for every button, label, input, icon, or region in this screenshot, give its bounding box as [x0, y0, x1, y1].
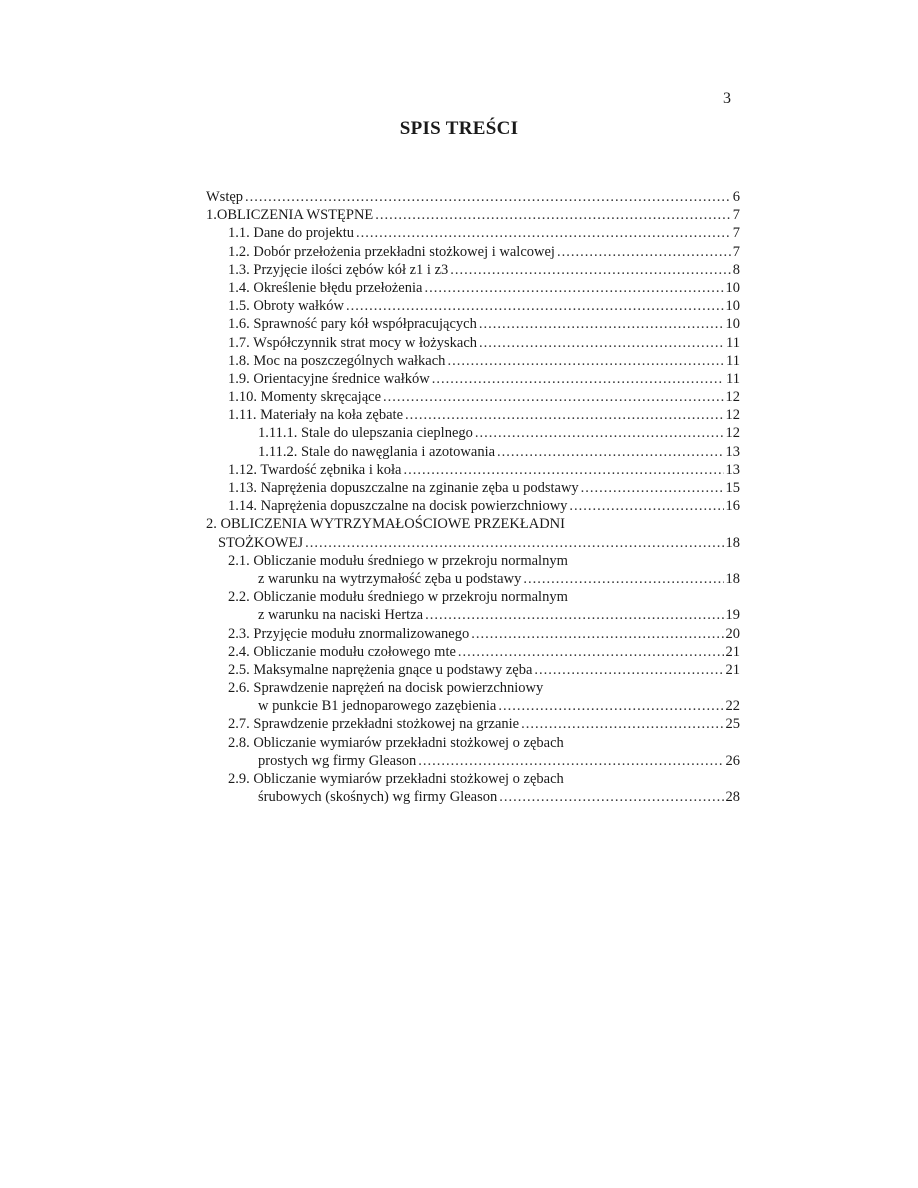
toc-entry: [206, 534, 740, 552]
toc-entry-page: 18: [725, 534, 740, 551]
toc-entry-label: 1.6. Sprawność pary kół współpracujących: [228, 316, 477, 333]
toc-entry-page: 11: [726, 370, 740, 387]
toc-entry-page: 7: [732, 243, 740, 260]
toc-entry-label: 1.4. Określenie błędu przełożenia: [228, 279, 423, 296]
toc-entry: [206, 697, 740, 715]
toc-entry-label: z warunku na naciski Hertza: [258, 607, 424, 624]
toc-entry: [206, 424, 740, 442]
toc-entry-page: 25: [725, 716, 740, 733]
toc-entry-page: 21: [725, 661, 740, 678]
toc-entry-label: STOŻKOWEJ: [218, 534, 304, 551]
toc-entry: [206, 243, 740, 261]
toc-leader: [424, 279, 723, 297]
toc-entry: [206, 370, 740, 388]
toc-entry-page: 10: [725, 316, 740, 333]
toc-entry-page: 18: [725, 570, 740, 587]
toc-entry-label: 1.11. Materiały na koła zębate: [228, 407, 403, 424]
toc-leader: [356, 224, 731, 242]
toc-leader: [479, 334, 724, 352]
toc-leader: [475, 424, 724, 442]
toc-entry-page: 12: [725, 389, 740, 406]
toc-entry-label: 1.12. Twardość zębnika i koła: [228, 461, 402, 478]
toc-entry: [206, 752, 740, 770]
toc-leader: [418, 752, 723, 770]
toc-entry-page: 21: [725, 643, 740, 660]
toc-entry-label: 2.2. Obliczanie modułu średniego w przekroju normalnym: [228, 589, 568, 606]
toc-entry-page: 7: [732, 207, 740, 224]
toc-leader: [346, 297, 724, 315]
toc-entry-label: prostych wg firmy Gleason: [258, 752, 417, 769]
toc-leader: [425, 606, 723, 624]
toc-entry: [206, 334, 740, 352]
toc-entry: [206, 261, 740, 279]
toc-entry-label: 1.11.2. Stale do nawęglania i azotowania: [258, 443, 496, 460]
toc-entry-label: śrubowych (skośnych) wg firmy Gleason: [258, 789, 498, 806]
toc-entry-page: 11: [726, 334, 740, 351]
toc-entry-label: 1.11.1. Stale do ulepszania cieplnego: [258, 425, 473, 442]
toc-entry-page: 19: [725, 607, 740, 624]
toc-entry-page: 8: [732, 261, 740, 278]
toc-leader: [523, 570, 723, 588]
toc-entry: [206, 224, 740, 242]
toc-leader: [458, 643, 724, 661]
toc-entry: [206, 479, 740, 497]
toc-entry-label: 2.4. Obliczanie modułu czołowego mte: [228, 643, 456, 660]
toc-leader: [245, 188, 731, 206]
toc-entry-label: 1.1. Dane do projektu: [228, 225, 355, 242]
toc-entry-label: 2.7. Sprawdzenie przekładni stożkowej na grzanie: [228, 716, 520, 733]
toc-entry: [206, 734, 740, 752]
toc-entry: [206, 188, 740, 206]
toc-leader: [405, 406, 724, 424]
toc-entry-label: 1.8. Moc na poszczególnych wałkach: [228, 352, 446, 369]
toc-entry: [206, 570, 740, 588]
toc-entry-label: 2.3. Przyjęcie modułu znormalizowanego: [228, 625, 470, 642]
toc-entry-page: 12: [725, 407, 740, 424]
toc-leader: [450, 261, 730, 279]
toc-entry: [206, 497, 740, 515]
toc-leader: [403, 461, 723, 479]
toc-entry-page: 15: [725, 480, 740, 496]
toc-leader: [521, 715, 723, 733]
toc-entry: [206, 606, 740, 624]
toc-entry: [206, 461, 740, 479]
toc-leader: [383, 388, 723, 406]
toc-leader: [305, 534, 723, 552]
toc-entry: [206, 643, 740, 661]
toc-entry-page: 28: [725, 789, 740, 806]
toc-entry: [206, 788, 740, 806]
page-number: 3: [723, 90, 731, 107]
toc-entry-label: 1.9. Orientacyjne średnice wałków: [228, 370, 430, 387]
toc-leader: [375, 206, 730, 224]
toc-entry-page: 6: [732, 189, 740, 205]
toc-entry-page: 26: [725, 752, 740, 769]
toc-entry-page: 22: [725, 698, 740, 715]
toc-entry: [206, 297, 740, 315]
toc-entry: [206, 679, 740, 697]
toc-leader: [498, 697, 723, 715]
toc-entry: [206, 770, 740, 788]
toc-entry-label: 1.OBLICZENIA WSTĘPNE: [206, 207, 374, 224]
toc-entry-label: 2.5. Maksymalne naprężenia gnące u podstawy zęba: [228, 661, 533, 678]
toc-entry-label: 1.5. Obroty wałków: [228, 298, 344, 315]
toc-entry-label: z warunku na wytrzymałość zęba u podstawy: [258, 570, 522, 587]
toc-leader: [432, 370, 724, 388]
table-of-contents: [206, 188, 740, 806]
toc-entry: [206, 661, 740, 679]
toc-entry-label: 1.13. Naprężenia dopuszczalne na zginanie zęba u podstawy: [228, 480, 579, 496]
toc-leader: [497, 443, 723, 461]
toc-entry-page: 16: [725, 498, 740, 515]
toc-entry: [206, 588, 740, 606]
toc-entry: [206, 279, 740, 297]
toc-entry-page: 11: [726, 352, 740, 369]
toc-entry-page: 10: [725, 298, 740, 315]
toc-leader: [499, 788, 723, 806]
toc-leader: [447, 352, 724, 370]
toc-entry: [206, 625, 740, 643]
toc-entry-label: w punkcie B1 jednoparowego zazębienia: [258, 698, 497, 715]
toc-entry: [206, 315, 740, 333]
toc-entry-page: 12: [725, 425, 740, 442]
toc-entry-label: 2.1. Obliczanie modułu średniego w przekroju normalnym: [228, 552, 568, 569]
toc-entry-label: 2. OBLICZENIA WYTRZYMAŁOŚCIOWE PRZEKŁADNI: [206, 516, 565, 533]
toc-entry: [206, 515, 740, 533]
toc-entry-label: 1.7. Współczynnik strat mocy w łożyskach: [228, 334, 477, 351]
page-title: SPIS TREŚCI: [399, 118, 519, 139]
toc-entry-label: 2.9. Obliczanie wymiarów przekładni stożkowej o zębach: [228, 771, 564, 787]
toc-entry-label: 2.6. Sprawdzenie naprężeń na docisk powierzchniowy: [228, 680, 544, 697]
toc-entry-label: 1.3. Przyjęcie ilości zębów kół z1 i z3: [228, 261, 449, 278]
toc-leader: [581, 479, 724, 497]
toc-entry: [206, 388, 740, 406]
toc-entry-label: 1.14. Naprężenia dopuszczalne na docisk powierzchniowy: [228, 498, 568, 515]
toc-entry-label: 1.10. Momenty skręcające: [228, 389, 382, 406]
toc-entry-page: 10: [725, 279, 740, 296]
toc-entry-label: Wstęp: [206, 189, 244, 205]
toc-leader: [569, 497, 723, 515]
toc-entry: [206, 352, 740, 370]
toc-entry-page: 7: [732, 225, 740, 242]
toc-entry-label: 2.8. Obliczanie wymiarów przekładni stożkowej o zębach: [228, 734, 564, 751]
toc-entry-page: 20: [725, 625, 740, 642]
toc-leader: [479, 315, 724, 333]
toc-entry-page: 13: [725, 443, 740, 460]
toc-entry: [206, 552, 740, 570]
toc-entry: [206, 715, 740, 733]
toc-entry-label: 1.2. Dobór przełożenia przekładni stożkowej i walcowej: [228, 243, 555, 260]
toc-leader: [471, 625, 723, 643]
toc-entry: [206, 406, 740, 424]
toc-entry: [206, 443, 740, 461]
toc-entry-page: 13: [725, 461, 740, 478]
toc-leader: [557, 243, 731, 261]
toc-leader: [534, 661, 723, 679]
toc-entry: [206, 206, 740, 224]
